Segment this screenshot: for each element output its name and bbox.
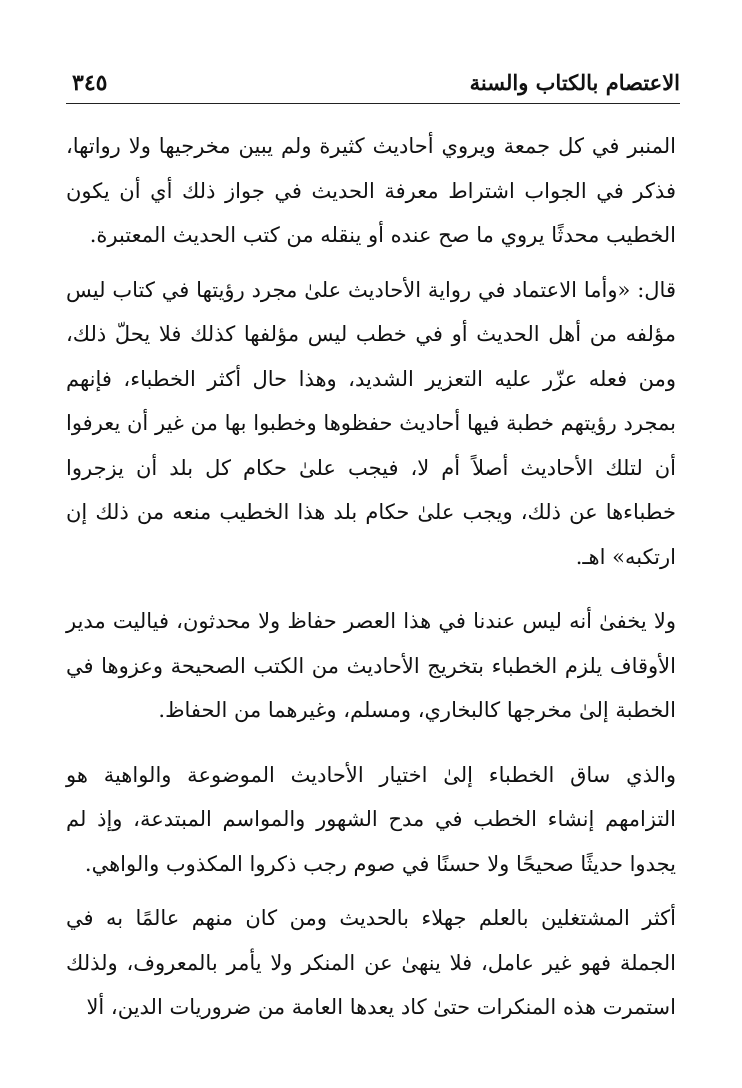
paragraph-5: أكثر المشتغلين بالعلم جهلاء بالحديث ومن كان منهم عالمًا به في الجملة فهو غير عامل، فلا ينهىٰ عن المنكر ولا يأمر بالمعروف، ولذلك استمرت هذه المنكرات حتىٰ كاد يعدها العامة من ضروريات الدين، ألا [66,906,676,1019]
header-rule [66,103,680,104]
paragraph-4: والذي ساق الخطباء إلىٰ اختيار الأحاديث الموضوعة والواهية هو التزامهم إنشاء الخطب في مدح الشهور والمواسم المبتدعة، وإذ لم يجدوا حديثًا صحيحًا ولا حسنًا في صوم رجب ذكروا المكذوب والواهي. [66,762,676,876]
running-header [72,62,680,98]
body-text [66,124,676,1030]
running-head-title: الاعتصام بالكتاب والسنة [469,70,680,95]
paragraph-3: ولا يخفىٰ أنه ليس عندنا في هذا العصر حفاظ ولا محدثون، فياليت مدير الأوقاف يلزم الخطباء بتخريج الأحاديث من الكتب الصحيحة وعزوها في الخطبة إلىٰ مخرجها كالبخاري، ومسلم، وغيرهما من الحفاظ. [66,609,676,722]
paragraph-2: قال: «وأما الاعتماد في رواية الأحاديث علىٰ مجرد رؤيتها في كتاب ليس مؤلفه من أهل الحديث أو في خطب ليس مؤلفها كذلك فلا يحلّ ذلك، ومن فعله عزّر عليه التعزير الشديد، وهذا حال أكثر الخطباء، فإنهم بمجرد رؤيتهم خطبة فيها أحاديث حفظوها وخطبوا بها من غير أن يعرفوا أن لتلك الأحاديث أصلاً أم لا، فيجب علىٰ حكام كل بلد أن يزجروا خطباءها عن ذلك، ويجب علىٰ حكام بلد هذا الخطيب منعه من ذلك إن ارتكبه» اهـ. [66,277,676,569]
paragraph-1: المنبر في كل جمعة ويروي أحاديث كثيرة ولم يبين مخرجيها ولا رواتها، فذكر في الجواب اشتراط معرفة الحديث في جواز ذلك أي أن يكون الخطيب محدثًا يروي ما صح عنده أو ينقله من كتب الحديث المعتبرة. [66,134,677,247]
page-number: ٣٤٥ [72,70,108,96]
